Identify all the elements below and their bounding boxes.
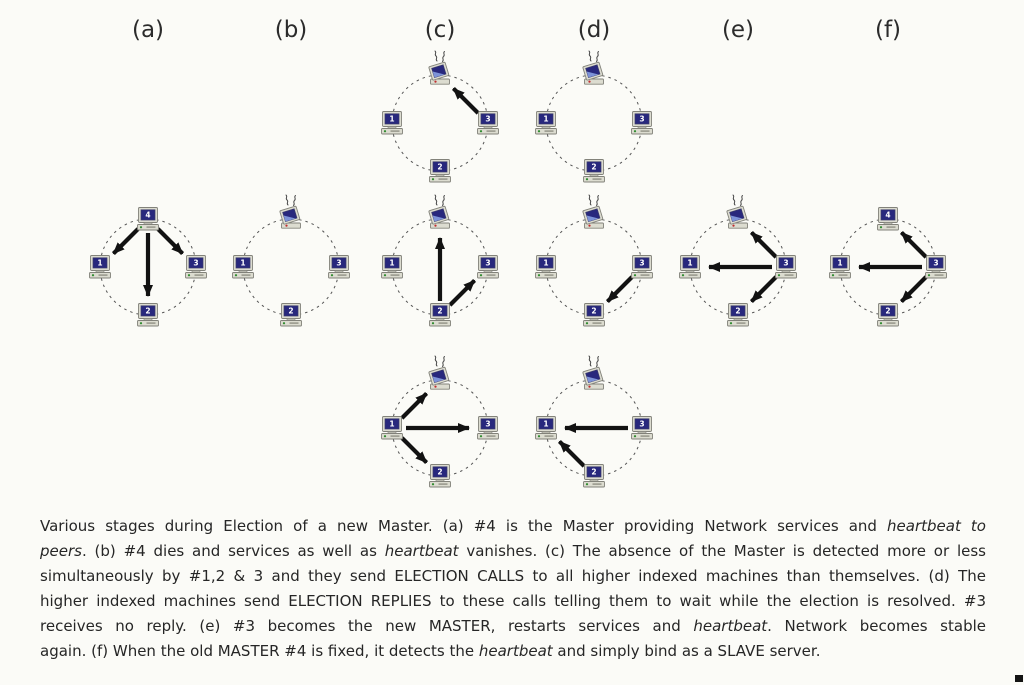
dead-computer-icon [429, 195, 450, 228]
dead-computer-icon [583, 51, 604, 84]
computer-icon-2 [878, 304, 899, 327]
computer-icon-2 [430, 160, 451, 183]
computer-icon-4 [138, 208, 159, 231]
computer-icon-3 [478, 417, 499, 440]
caption-line-5 [40, 614, 986, 639]
computer-icon-3 [186, 256, 207, 279]
election-stage-d2 [536, 195, 653, 326]
message-arrow-right-to-bottom [751, 277, 776, 302]
election-stage-e [680, 195, 797, 326]
caption-text: heartbeat [478, 642, 553, 660]
caption-text: heartbeat [693, 617, 768, 635]
caption-text: heartbeat to [887, 517, 986, 535]
computer-icon-1 [382, 417, 403, 440]
election-stage-c3 [382, 356, 499, 487]
computer-icon-2 [584, 465, 605, 488]
computer-icon-3 [478, 112, 499, 135]
message-arrow-left-to-bottom [402, 438, 427, 463]
caption-text: . (b) #4 dies and services as well as [81, 542, 385, 560]
svg-text:4: 4 [145, 210, 151, 220]
svg-text:2: 2 [735, 306, 741, 316]
election-stage-b [233, 195, 350, 326]
message-arrow-top-to-right [158, 229, 183, 254]
caption-text: higher indexed machines send ELECTION REPLIES to these calls telling them to wait while the election is resolved. #3 [40, 592, 986, 610]
svg-text:1: 1 [389, 114, 395, 124]
election-stage-a [90, 208, 207, 327]
svg-text:1: 1 [543, 258, 549, 268]
computer-icon-2 [584, 304, 605, 327]
svg-text:2: 2 [437, 467, 443, 477]
svg-text:1: 1 [543, 419, 549, 429]
svg-text:2: 2 [591, 162, 597, 172]
dead-computer-icon [280, 195, 301, 228]
message-arrow-bottom-to-left [559, 441, 584, 466]
svg-text:3: 3 [639, 419, 645, 429]
computer-icon-2 [430, 304, 451, 327]
message-arrow-right-to-top [751, 232, 776, 257]
computer-icon-3 [926, 256, 947, 279]
election-stage-d1 [536, 51, 653, 182]
dead-computer-icon [583, 356, 604, 389]
svg-text:3: 3 [933, 258, 939, 268]
message-arrow-right-to-top [453, 88, 478, 113]
svg-text:3: 3 [639, 114, 645, 124]
computer-icon-1 [536, 417, 557, 440]
panel-label-c: (c) [424, 17, 456, 43]
caption-text: receives no reply. (e) #3 becomes the new MASTER, restarts services and [40, 617, 694, 635]
election-stage-c2 [382, 195, 499, 326]
caption-text: again. (f) When the old MASTER #4 is fixed, it detects the [40, 642, 479, 660]
computer-icon-2 [138, 304, 159, 327]
svg-text:1: 1 [389, 258, 395, 268]
svg-text:2: 2 [437, 306, 443, 316]
ring [392, 75, 491, 171]
dead-computer-icon [429, 356, 450, 389]
message-arrow-left-to-top [402, 393, 427, 418]
computer-icon-2 [430, 465, 451, 488]
svg-text:3: 3 [336, 258, 342, 268]
computer-icon-1 [382, 112, 403, 135]
corner-mark [1015, 675, 1023, 682]
svg-text:2: 2 [145, 306, 151, 316]
computer-icon-3 [632, 256, 653, 279]
caption-text: simultaneously by #1,2 & 3 and they send ELECTION CALLS to all higher indexed machines than themselves. (d) The [40, 567, 986, 585]
ring [546, 219, 645, 315]
caption-text: and simply bind as a SLAVE server. [552, 642, 821, 660]
panel-label-a: (a) [131, 17, 165, 43]
svg-text:1: 1 [97, 258, 103, 268]
svg-text:1: 1 [240, 258, 246, 268]
svg-text:1: 1 [543, 114, 549, 124]
svg-text:2: 2 [591, 306, 597, 316]
computer-icon-1 [830, 256, 851, 279]
computer-icon-2 [728, 304, 749, 327]
computer-icon-3 [632, 417, 653, 440]
computer-icon-3 [776, 256, 797, 279]
computer-icon-1 [90, 256, 111, 279]
dead-computer-icon [727, 195, 748, 228]
svg-text:3: 3 [783, 258, 789, 268]
caption-line-4 [40, 589, 986, 614]
election-stage-c1 [382, 51, 499, 182]
svg-text:2: 2 [288, 306, 294, 316]
caption-text: vanishes. (c) The absence of the Master is detected more or less [458, 542, 986, 560]
caption-line-1 [40, 514, 986, 539]
caption-text: Various stages during Election of a new Master. (a) #4 is the Master providing Network services and [40, 517, 888, 535]
computer-icon-1 [536, 256, 557, 279]
computer-icon-3 [632, 112, 653, 135]
computer-icon-1 [233, 256, 254, 279]
caption-line-6 [40, 639, 986, 664]
svg-text:1: 1 [389, 419, 395, 429]
svg-text:4: 4 [885, 210, 891, 220]
caption-line-3 [40, 564, 986, 589]
computer-icon-2 [584, 160, 605, 183]
message-arrow-top-to-left [113, 229, 138, 254]
caption-line-2 [40, 539, 986, 564]
svg-text:3: 3 [485, 114, 491, 124]
message-arrow-right-to-top [901, 232, 926, 257]
message-arrow-bottom-to-right [450, 280, 475, 305]
ring [243, 219, 342, 315]
panel-label-d: (d) [577, 17, 611, 43]
computer-icon-3 [329, 256, 350, 279]
svg-text:3: 3 [485, 419, 491, 429]
computer-icon-4 [878, 208, 899, 231]
svg-text:2: 2 [591, 467, 597, 477]
computer-icon-2 [281, 304, 302, 327]
caption-text: peers [40, 542, 82, 560]
dead-computer-icon [583, 195, 604, 228]
ring [546, 75, 645, 171]
svg-text:2: 2 [437, 162, 443, 172]
figure-caption [40, 514, 986, 664]
caption-text: . Network becomes stable [767, 617, 986, 635]
dead-computer-icon [429, 51, 450, 84]
svg-text:2: 2 [885, 306, 891, 316]
svg-text:3: 3 [193, 258, 199, 268]
caption-text: heartbeat [384, 542, 459, 560]
election-stage-d3 [536, 356, 653, 487]
svg-text:3: 3 [639, 258, 645, 268]
message-arrow-right-to-bottom [901, 277, 926, 302]
svg-text:1: 1 [837, 258, 843, 268]
computer-icon-1 [382, 256, 403, 279]
message-arrow-right-to-bottom [607, 277, 632, 302]
svg-text:3: 3 [485, 258, 491, 268]
election-stage-f [830, 208, 947, 327]
computer-icon-1 [536, 112, 557, 135]
panel-label-b: (b) [274, 17, 308, 43]
panel-label-e: (e) [721, 17, 755, 43]
computer-icon-1 [680, 256, 701, 279]
panel-label-f: (f) [874, 17, 902, 43]
svg-text:1: 1 [687, 258, 693, 268]
computer-icon-3 [478, 256, 499, 279]
